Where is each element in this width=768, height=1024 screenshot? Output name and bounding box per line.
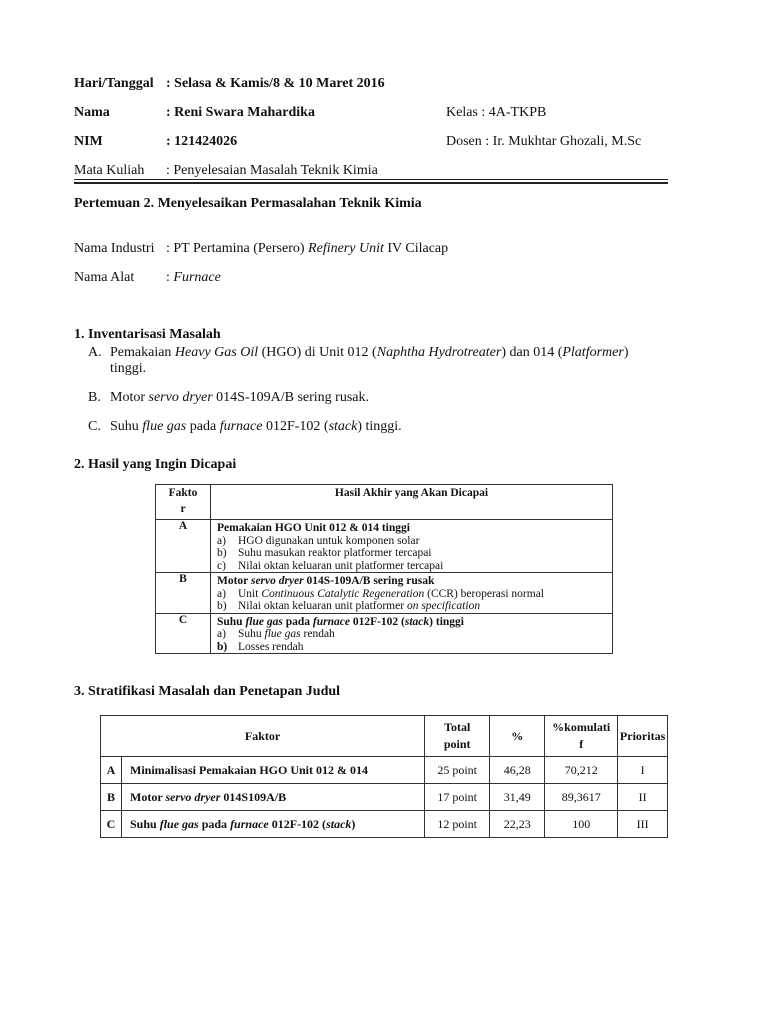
row-key: A [101, 757, 122, 784]
header-divider-thin [74, 179, 668, 180]
list-item: a) HGO digunakan untuk komponen solar [217, 534, 420, 547]
row-komulatif: 70,212 [545, 757, 618, 784]
section3-title: 3. Stratifikasi Masalah dan Penetapan Judul [74, 684, 341, 699]
hasil-row-b [156, 573, 613, 614]
row-prioritas: III [618, 811, 668, 838]
pertemuan-title: Pertemuan 2. Menyelesaikan Permasalahan Teknik Kimia [74, 196, 422, 211]
row-key: B [101, 784, 122, 811]
hasil-row-b-key: B [156, 573, 211, 614]
stratifikasi-table [100, 715, 668, 838]
section1-title: 1. Inventarisasi Masalah [74, 327, 221, 342]
kelas: Kelas : 4A-TKPB [446, 105, 547, 120]
section1-item-b: Motor servo dryer 014S-109A/B sering rusak. [110, 390, 369, 405]
hasil-header-hasil: Hasil Akhir yang Akan Dicapai [211, 485, 613, 520]
row-percent: 22,23 [490, 811, 545, 838]
section1-item-c-key: C. [88, 419, 101, 434]
stratifikasi-header [101, 716, 668, 757]
hasil-row-c-title: Suhu flue gas pada furnace 012F-102 (stack) tinggi [217, 615, 464, 628]
row-total: 17 point [425, 784, 490, 811]
list-item: a) Unit Continuous Catalytic Regeneration (CCR) beroperasi normal [217, 587, 544, 600]
hasil-row-b-content [211, 573, 613, 614]
list-item: c) Nilai oktan keluaran unit platformer tercapai [217, 559, 444, 572]
section2-title: 2. Hasil yang Ingin Dicapai [74, 457, 237, 472]
hasil-row-a [156, 520, 613, 573]
hasil-row-a-content [211, 520, 613, 573]
row-percent: 46,28 [490, 757, 545, 784]
table-row [101, 757, 668, 784]
row-prioritas: II [618, 784, 668, 811]
row-prioritas: I [618, 757, 668, 784]
list-item: b) Losses rendah [217, 640, 304, 653]
nim-label: NIM [74, 134, 103, 149]
nama-industri-label: Nama Industri [74, 241, 155, 256]
header-percent: % [490, 716, 545, 757]
hasil-table-header [156, 485, 613, 520]
hasil-row-a-title: Pemakaian HGO Unit 012 & 014 tinggi [217, 522, 410, 534]
nama-alat-label: Nama Alat [74, 270, 135, 285]
row-key: C [101, 811, 122, 838]
list-item: a) Suhu flue gas rendah [217, 628, 335, 640]
nama-alat-value: : Furnace [166, 270, 221, 285]
mata-kuliah-label: Mata Kuliah [74, 163, 145, 178]
section1-item-b-key: B. [88, 390, 101, 405]
dosen: Dosen : Ir. Mukhtar Ghozali, M.Sc [446, 134, 642, 149]
header-komulatif: %komulati f [545, 716, 618, 757]
hari-tanggal-value: : Selasa & Kamis/8 & 10 Maret 2016 [166, 76, 385, 91]
nama-label: Nama [74, 105, 110, 120]
section1-item-c: Suhu flue gas pada furnace 012F-102 (stack) tinggi. [110, 419, 402, 434]
mata-kuliah-value: : Penyelesaian Masalah Teknik Kimia [166, 163, 378, 178]
section1-item-a-line2: tinggi. [110, 361, 147, 376]
header-faktor: Faktor [101, 716, 425, 757]
row-komulatif: 89,3617 [545, 784, 618, 811]
row-faktor: Suhu flue gas pada furnace 012F-102 (stack) [122, 811, 425, 838]
section1-item-a-key: A. [88, 345, 102, 360]
nim-value: : 121424026 [166, 134, 238, 149]
nama-value: : Reni Swara Mahardika [166, 105, 315, 120]
hasil-row-c [156, 613, 613, 654]
hasil-table [155, 484, 613, 654]
hasil-row-a-key: A [156, 520, 211, 573]
row-faktor: Motor servo dryer 014S109A/B [122, 784, 425, 811]
row-percent: 31,49 [490, 784, 545, 811]
list-item: b) Nilai oktan keluaran unit platformer on specification [217, 600, 481, 612]
table-row [101, 784, 668, 811]
row-total: 25 point [425, 757, 490, 784]
row-faktor: Minimalisasi Pemakaian HGO Unit 012 & 014 [122, 757, 425, 784]
section1-item-a: Pemakaian Heavy Gas Oil (HGO) di Unit 012 (Naphtha Hydrotreater) dan 014 (Platformer) [110, 345, 629, 360]
nama-industri-value: : PT Pertamina (Persero) Refinery Unit IV Cilacap [166, 241, 449, 256]
header-prioritas: Prioritas [618, 716, 668, 757]
table-row [101, 811, 668, 838]
hari-tanggal-label: Hari/Tanggal [74, 76, 154, 91]
header-divider-thick [74, 182, 668, 184]
hasil-header-faktor: Fakto r [156, 485, 211, 520]
row-komulatif: 100 [545, 811, 618, 838]
list-item: b) Suhu masukan reaktor platformer tercapai [217, 547, 432, 559]
hasil-row-c-key: C [156, 613, 211, 654]
hasil-row-c-content [211, 613, 613, 654]
row-total: 12 point [425, 811, 490, 838]
header-total-point: Total point [425, 716, 490, 757]
hasil-row-b-title: Motor servo dryer 014S-109A/B sering rusak [217, 575, 435, 587]
